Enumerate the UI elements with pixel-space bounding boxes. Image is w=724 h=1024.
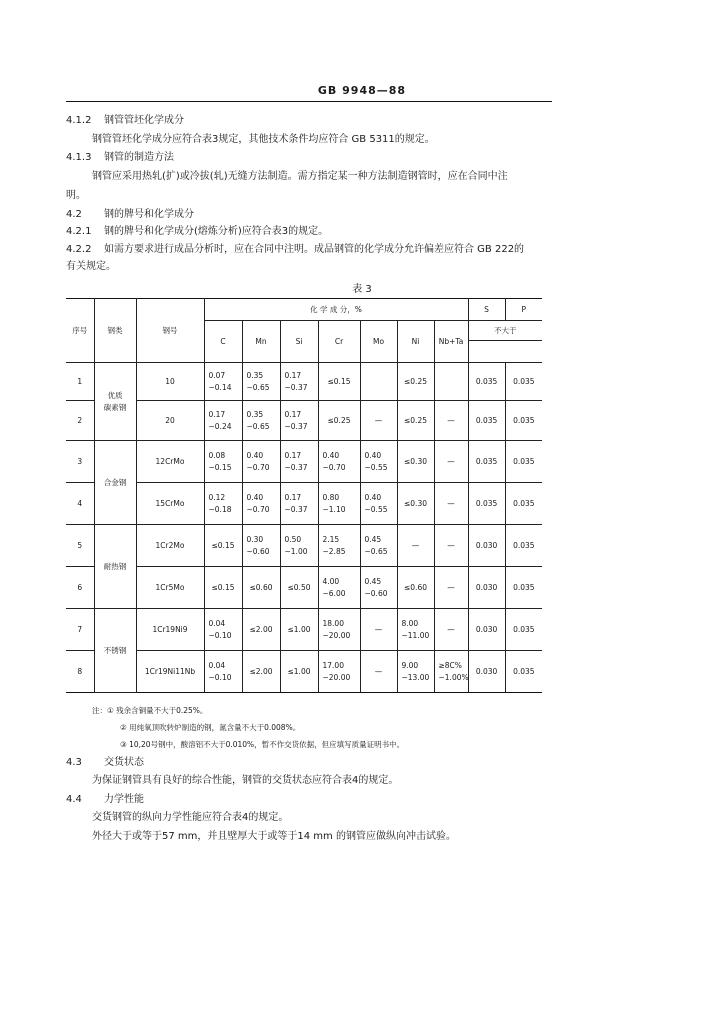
section-4-1-3-title	[66, 151, 174, 165]
cell-Si: ≤1.00	[280, 609, 318, 651]
cell-C: ≤0.15	[204, 567, 242, 609]
section-number: 4.1.3	[66, 152, 92, 163]
cell-Si: 0.17 ~0.37	[280, 363, 318, 401]
cell-Cr: 18.00 ~20.00	[318, 609, 360, 651]
cell-grade: 20	[136, 401, 204, 441]
cell-NbTa: —	[434, 525, 468, 567]
cell-C: 0.17 ~0.24	[204, 401, 242, 441]
cell-C: 0.04 ~0.10	[204, 609, 242, 651]
section-4-1-2-body: 钢管管坯化学成分应符合表3规定，其他技术条件均应符合 GB 5311的规定。	[92, 134, 435, 145]
cell-P: 0.035	[505, 363, 542, 401]
cell-grade: 1Cr19Ni11Nb	[136, 651, 204, 693]
table-3-caption: 表 3	[352, 284, 372, 295]
cell-P: 0.035	[505, 567, 542, 609]
cell-seq: 6	[66, 567, 94, 609]
cell-category-quality-carbon: 优质 碳素钢	[94, 363, 136, 441]
table-row	[66, 651, 542, 693]
cell-C: 0.12 ~0.18	[204, 483, 242, 525]
cell-S: 0.035	[468, 441, 505, 483]
cell-grade: 12CrMo	[136, 441, 204, 483]
header-Ni: Ni	[397, 321, 434, 363]
section-number: 4.4	[66, 794, 82, 805]
cell-Si: 0.17 ~0.37	[280, 441, 318, 483]
table-row	[66, 609, 542, 651]
cell-Mn: 0.40 ~0.70	[242, 483, 280, 525]
section-heading: 钢管管坯化学成分	[104, 115, 184, 126]
section-4-1-3-body-line2: 明。	[66, 190, 86, 201]
section-4-3-body: 为保证钢管具有良好的综合性能，钢管的交货状态应符合表4的规定。	[92, 775, 399, 786]
cell-seq: 8	[66, 651, 94, 693]
cell-Si: ≤1.00	[280, 651, 318, 693]
cell-Mo: 0.45 ~0.65	[360, 525, 397, 567]
header-C: C	[204, 321, 242, 363]
cell-Si: 0.17 ~0.37	[280, 483, 318, 525]
cell-Ni: ≤0.30	[397, 441, 434, 483]
cell-P: 0.035	[505, 483, 542, 525]
note-label: 注：	[92, 706, 107, 715]
cell-Cr: 2.15 ~2.85	[318, 525, 360, 567]
cell-Ni: 9.00 ~13.00	[397, 651, 434, 693]
cell-Mn: ≤0.60	[242, 567, 280, 609]
cell-seq: 2	[66, 401, 94, 441]
cell-Cr: ≤0.15	[318, 363, 360, 401]
cell-S: 0.035	[468, 401, 505, 441]
cell-P: 0.035	[505, 525, 542, 567]
cell-S: 0.030	[468, 609, 505, 651]
section-4-2-1	[66, 225, 328, 239]
cell-Cr: 0.80 ~1.10	[318, 483, 360, 525]
cell-Cr: 17.00 ~20.00	[318, 651, 360, 693]
cell-Mn: ≤2.00	[242, 651, 280, 693]
section-4-2-title	[66, 208, 194, 222]
cell-Mn: ≤2.00	[242, 609, 280, 651]
cell-category-heat-resistant: 耐热钢	[94, 525, 136, 609]
header-S: S	[468, 299, 505, 321]
cell-C: 0.08 ~0.15	[204, 441, 242, 483]
cell-seq: 4	[66, 483, 94, 525]
cell-Ni: ≤0.30	[397, 483, 434, 525]
cell-seq: 5	[66, 525, 94, 567]
cell-NbTa: —	[434, 567, 468, 609]
cell-Mn: 0.40 ~0.70	[242, 441, 280, 483]
section-4-1-3-body-line1: 钢管应采用热轧(扩)或冷拔(轧)无缝方法制造。需方指定某一种方法制造钢管时，应在合同中注	[92, 171, 508, 182]
header-NbTa: Nb+Ta	[434, 321, 468, 363]
cell-C: 0.07 ~0.14	[204, 363, 242, 401]
table-3	[66, 298, 542, 693]
section-heading: 交货状态	[104, 757, 144, 768]
section-number: 4.3	[66, 757, 82, 768]
section-4-4-body-line2: 外径大于或等于57 mm，并且壁厚大于或等于14 mm 的钢管应做纵向冲击试验。	[92, 831, 456, 842]
cell-Cr: 0.40 ~0.70	[318, 441, 360, 483]
cell-grade: 10	[136, 363, 204, 401]
section-text: 钢的牌号和化学成分(熔炼分析)应符合表3的规定。	[104, 226, 329, 237]
cell-seq: 1	[66, 363, 94, 401]
section-4-3-title	[66, 756, 144, 770]
cell-C: ≤0.15	[204, 525, 242, 567]
table-header-row-1	[66, 299, 542, 321]
cell-S: 0.030	[468, 525, 505, 567]
cell-Mn: 0.35 ~0.65	[242, 401, 280, 441]
cell-P: 0.035	[505, 401, 542, 441]
section-heading: 钢的牌号和化学成分	[104, 209, 194, 220]
table-row	[66, 483, 542, 525]
table-note-2: ② 用纯氧顶吹转炉制造的钢，氮含量不大于0.008%。	[120, 723, 301, 732]
cell-Cr: 4.00 ~6.00	[318, 567, 360, 609]
header-category: 钢类	[94, 299, 136, 363]
cell-Mo: 0.40 ~0.55	[360, 441, 397, 483]
header-rule	[66, 101, 552, 102]
cell-seq: 7	[66, 609, 94, 651]
cell-seq: 3	[66, 441, 94, 483]
header-P: P	[505, 299, 542, 321]
doc-header-code: GB 9948—88	[317, 84, 407, 97]
cell-S: 0.035	[468, 363, 505, 401]
section-4-1-2-title	[66, 114, 184, 128]
section-number: 4.1.2	[66, 115, 92, 126]
cell-Mo: 0.40 ~0.55	[360, 483, 397, 525]
section-heading: 钢管的制造方法	[104, 152, 174, 163]
section-4-2-2-line2: 有关规定。	[66, 261, 116, 272]
cell-Ni: ≤0.60	[397, 567, 434, 609]
cell-NbTa: —	[434, 401, 468, 441]
header-grade: 钢号	[136, 299, 204, 363]
cell-NbTa: —	[434, 441, 468, 483]
table-row	[66, 401, 542, 441]
cell-NbTa: —	[434, 483, 468, 525]
cell-Mo: —	[360, 651, 397, 693]
cell-NbTa: ≥8C% ~1.00%	[434, 651, 468, 693]
cell-S: 0.030	[468, 567, 505, 609]
cell-P: 0.035	[505, 441, 542, 483]
note-text: ① 残余含铜量不大于0.25%。	[107, 706, 208, 715]
cell-grade: 1Cr5Mo	[136, 567, 204, 609]
header-Mn: Mn	[242, 321, 280, 363]
section-number: 4.2	[66, 209, 82, 220]
table-note-1	[92, 705, 207, 717]
cell-Si: 0.50 ~1.00	[280, 525, 318, 567]
cell-P: 0.035	[505, 609, 542, 651]
cell-category-alloy: 合金钢	[94, 441, 136, 525]
section-4-2-2-line1	[66, 243, 524, 257]
header-seq: 序号	[66, 299, 94, 363]
cell-category-stainless: 不锈钢	[94, 609, 136, 693]
section-heading: 力学性能	[104, 794, 144, 805]
cell-C: 0.04 ~0.10	[204, 651, 242, 693]
cell-Si: ≤0.50	[280, 567, 318, 609]
section-number: 4.2.1	[66, 226, 92, 237]
cell-grade: 15CrMo	[136, 483, 204, 525]
cell-Ni: 8.00 ~11.00	[397, 609, 434, 651]
header-spacer	[468, 341, 542, 363]
cell-grade: 1Cr19Ni9	[136, 609, 204, 651]
cell-Mo: —	[360, 609, 397, 651]
header-Cr: Cr	[318, 321, 360, 363]
section-4-4-body-line1: 交货钢管的纵向力学性能应符合表4的规定。	[92, 812, 289, 823]
table-row	[66, 441, 542, 483]
cell-S: 0.030	[468, 651, 505, 693]
header-not-more-than: 不大于	[468, 321, 542, 341]
cell-Si: 0.17 ~0.37	[280, 401, 318, 441]
cell-Mo: —	[360, 401, 397, 441]
table-row	[66, 567, 542, 609]
cell-Cr: ≤0.25	[318, 401, 360, 441]
cell-S: 0.035	[468, 483, 505, 525]
cell-Mn: 0.35 ~0.65	[242, 363, 280, 401]
cell-P: 0.035	[505, 651, 542, 693]
header-Si: Si	[280, 321, 318, 363]
cell-grade: 1Cr2Mo	[136, 525, 204, 567]
cell-Ni: ≤0.25	[397, 401, 434, 441]
table-row	[66, 363, 542, 401]
cell-Ni: —	[397, 525, 434, 567]
cell-NbTa: —	[434, 609, 468, 651]
table-row	[66, 525, 542, 567]
header-chemical-composition: 化 学 成 分，%	[204, 299, 468, 321]
cell-Mn: 0.30 ~0.60	[242, 525, 280, 567]
cell-Ni: ≤0.25	[397, 363, 434, 401]
section-number: 4.2.2	[66, 244, 92, 255]
cell-Mo: 0.45 ~0.60	[360, 567, 397, 609]
table-note-3: ③ 10,20号钢中，酸溶铝不大于0.010%，暂不作交货依据，但应填写质量证明书中。	[120, 740, 405, 749]
section-4-4-title	[66, 793, 144, 807]
section-text: 如需方要求进行成品分析时，应在合同中注明。成品钢管的化学成分允许偏差应符合 GB 222的	[104, 244, 525, 255]
cell-NbTa	[434, 363, 468, 401]
header-Mo: Mo	[360, 321, 397, 363]
cell-Mo	[360, 363, 397, 401]
